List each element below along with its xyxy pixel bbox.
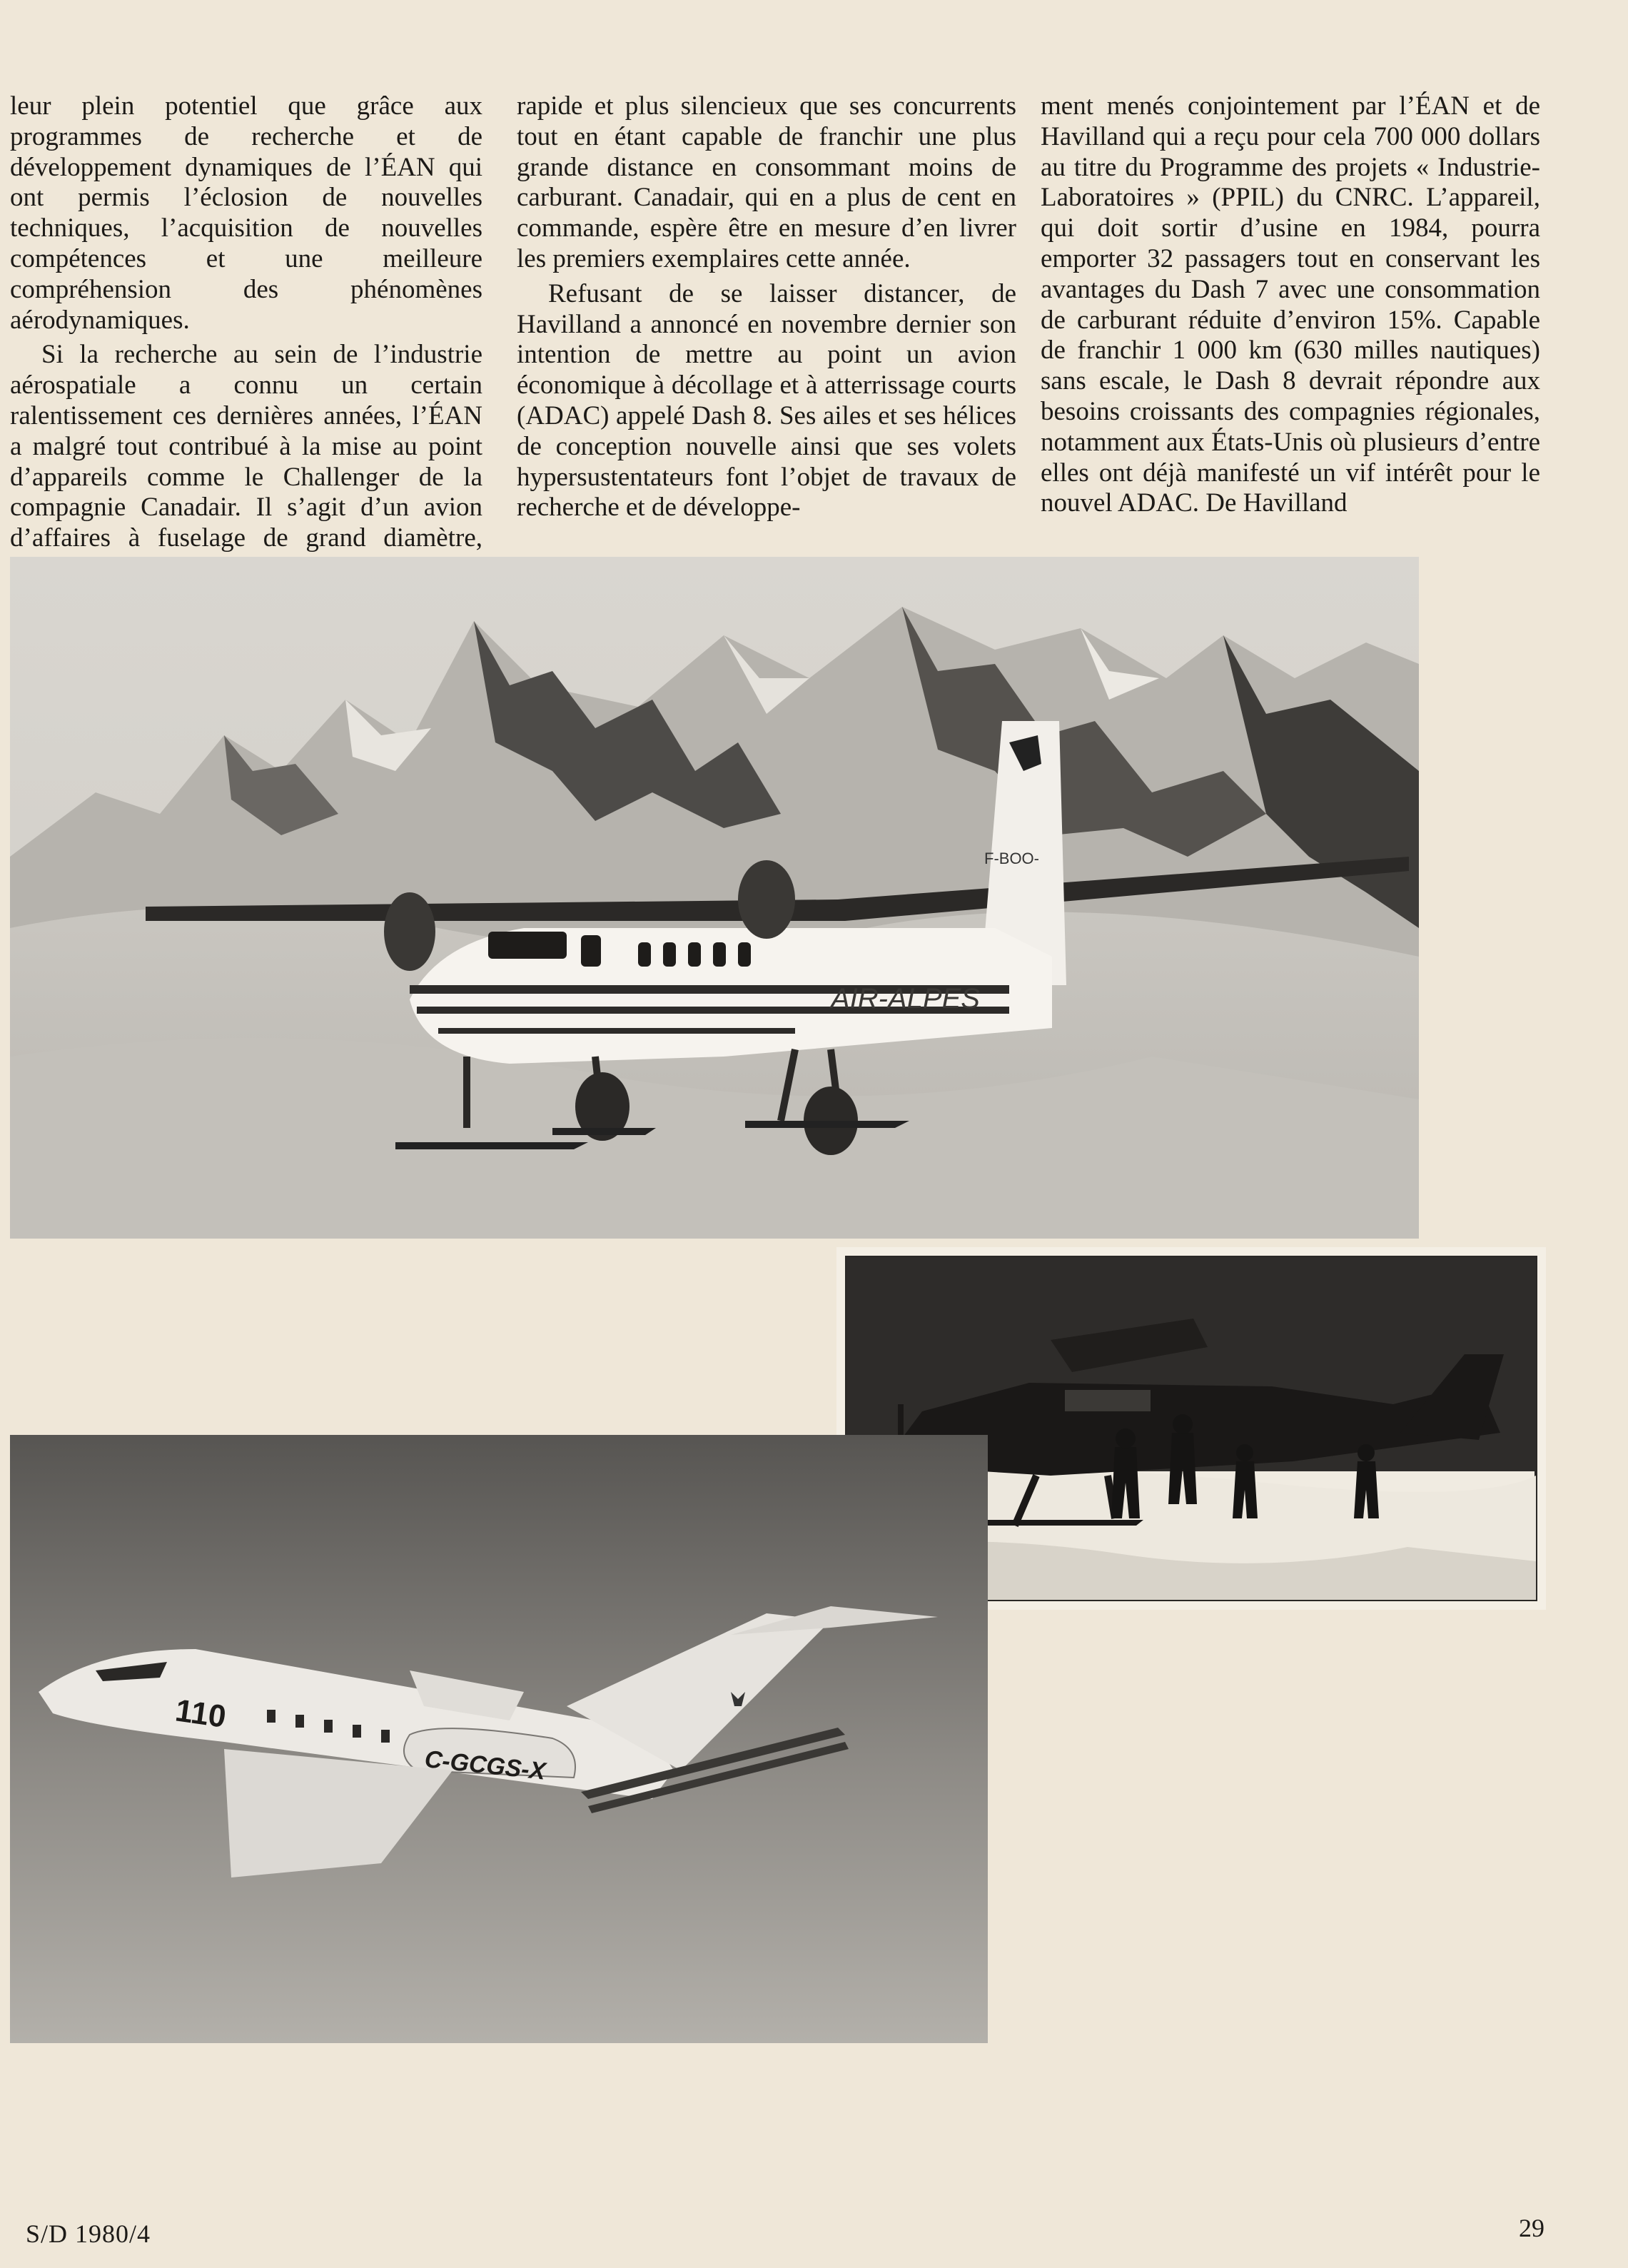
- registration: C-GCGS-X: [423, 1745, 547, 1785]
- twin-otter-photo: [10, 557, 1419, 1239]
- paragraph: leur plein potentiel que grâce aux programmes de recherche et de développement dynamiques de l’ÉAN qui ont permis l’éclosion de nouvelles techniques, l’acquisition de nouvelles compétences et une meilleure compréhension des phénomènes aérodynamiques.: [10, 91, 482, 335]
- canadair-challenger-photo: [10, 1435, 988, 2043]
- page-number: 29: [1519, 2214, 1544, 2242]
- text-column-1: [10, 91, 482, 615]
- paragraph: Si la recherche au sein de l’industrie aérospatiale a connu un certain ralentissement ces dernières années, l’ÉAN a malgré tout contribué à la mise au point d’appareils comme le Challenger de la compagnie Canadair. Il s’agit d’un avion d’affaires à fuselage de grand diamètre,: [10, 340, 482, 553]
- paragraph: Refusant de se laisser distancer, de Havilland a annoncé en novembre dernier son intention de mettre au point un avion économique à décollage et à atterrissage courts (ADAC) appelé Dash 8. Ses ailes et ses hélices de conception nouvelle ainsi que ses volets hypersustentateurs font l’objet de travaux de recherche et de développe-: [517, 278, 1016, 523]
- paragraph: rapide et plus silencieux que ses concurrents tout en étant capable de franchir une plus grande distance en consommant moins de carburant. Canadair, qui en a plus de cent en commande, espère être en mesure d’en livrer les premiers exemplaires cette année.: [517, 91, 1016, 273]
- fuselage-lettering: AIR-ALPES: [831, 983, 980, 1014]
- text-column-3: [1041, 91, 1540, 519]
- nose-number: 110: [173, 1693, 228, 1735]
- paragraph: ment menés conjointement par l’ÉAN et de Havilland qui a reçu pour cela 700 000 dollars au titre du Programme des projets « Industrie-Laboratoires » (PPIL) du CNRC. L’appareil, qui doit sortir d’usine en 1984, pourra emporter 32 passagers tout en conservant les avantages du Dash 7 avec une consommation de carburant réduite d’environ 15%. Capable de franchir 1 000 km (630 milles nautiques) sans escale, le Dash 8 devrait répondre aux besoins croissants des compagnies régionales, notamment aux États-Unis où plusieurs d’entre elles ont déjà manifesté un vif intérêt pour le nouvel ADAC. De Havilland: [1041, 91, 1540, 518]
- journal-issue: S/D 1980/4: [26, 2219, 151, 2248]
- tail-registration: F-BOO-: [984, 850, 1039, 867]
- text-column-2: [517, 91, 1016, 523]
